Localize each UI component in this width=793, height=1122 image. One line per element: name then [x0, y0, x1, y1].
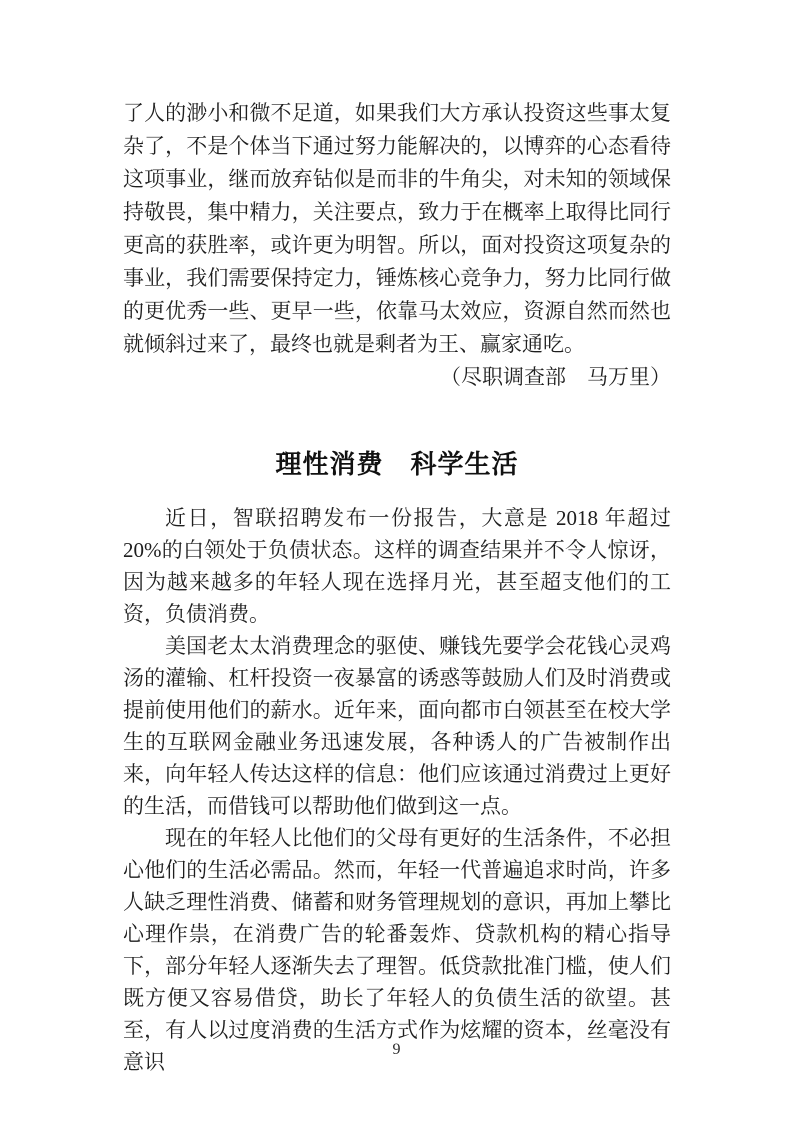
continuation-paragraph: 了人的渺小和微不足道，如果我们大方承认投资这些事太复杂了，不是个体当下通过努力能解决的，以博弈的心态看待这项事业，继而放弃钻似是而非的牛角尖，对未知的领域保持敬畏，集中精力，关注要点，致力于在概率上取得比同行更高的获胜率，或许更为明智。所以，面对投资这项复杂的事业，我们需要保持定力，锤炼核心竞争力，努力比同行做的更优秀一些、更早一些，依靠马太效应，资源自然而然也就倾斜过来了，最终也就是剩者为王、赢家通吃。: [123, 101, 671, 356]
page-number: 9: [392, 1041, 401, 1058]
body-paragraph-3: 现在的年轻人比他们的父母有更好的生活条件，不必担心他们的生活必需品。然而，年轻一代普遍追求时尚，许多人缺乏理性消费、储蓄和财务管理规划的意识，再加上攀比心理作祟，在消费广告的轮番轰炸、贷款机构的精心指导下，部分年轻人逐渐失去了理智。低贷款批准门槛，使人们既方便又容易借贷，助长了年轻人的负债生活的欲望。甚至，有人以过度消费的生活方式作为炫耀的资本，丝毫没有意识: [123, 826, 671, 1074]
body-paragraph-2: 美国老太太消费理念的驱使、赚钱先要学会花钱心灵鸡汤的灌输、杠杆投资一夜暴富的诱惑等鼓励人们及时消费或提前使用他们的薪水。近年来，面向都市白领甚至在校大学生的互联网金融业务迅速发展，各种诱人的广告被制作出来，向年轻人传达这样的信息：他们应该通过消费过上更好的生活，而借钱可以帮助他们做到这一点。: [123, 634, 671, 818]
attribution-line: （尽职调查部 马万里）: [440, 365, 671, 389]
article-title: 理性消费 科学生活: [275, 449, 519, 479]
text-content: [123, 97, 671, 1078]
body-paragraph-1: 近日，智联招聘发布一份报告，大意是 2018 年超过 20%的白领处于负债状态。这样的调查结果并不令人惊讶，因为越来越多的年轻人现在选择月光，甚至超支他们的工资，负债消费。: [123, 506, 671, 626]
